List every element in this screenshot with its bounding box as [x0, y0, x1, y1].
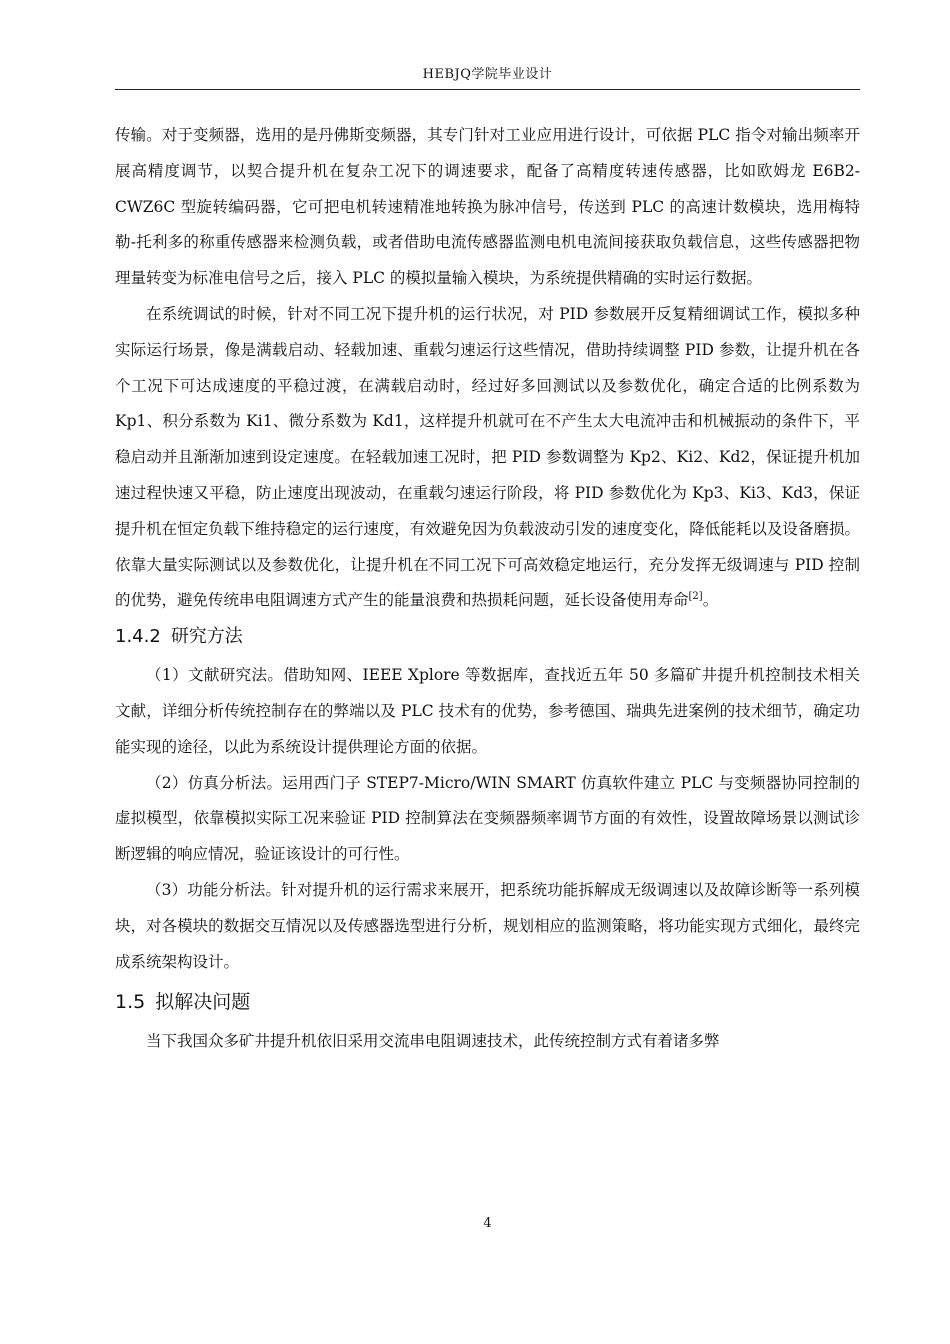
section-heading	[115, 619, 860, 658]
section-number: 1.4.2	[115, 626, 161, 648]
method-paragraph: （1）文献研究法。借助知网、IEEE Xplore 等数据库，查找近五年 50 多篇矿井提升机控制技术相关文献，详细分析传统控制存在的弊端以及 PLC 技术有的优势，参考德国、瑞典先进案例的技术细节，确定功能实现的途径，以此为系统设计提供理论方面的依据。	[115, 666, 860, 756]
section-title: 研究方法	[170, 626, 243, 648]
section-title: 拟解决问题	[155, 991, 251, 1014]
paragraph-end-punctuation: 。	[702, 591, 719, 610]
document-body	[115, 118, 860, 1060]
section-number: 1.5	[115, 991, 146, 1014]
body-paragraph: 当下我国众多矿井提升机依旧采用交流串电阻调速技术，此传统控制方式有着诸多弊	[146, 1032, 720, 1051]
method-paragraph: （2）仿真分析法。运用西门子 STEP7-Micro/WIN SMART 仿真软件建立 PLC 与变频器协同控制的虚拟模型，依靠模拟实际工况来验证 PID 控制算法在变频器频率调节方面的有效性，设置故障场景以测试诊断逻辑的响应情况，验证该设计的可行性。	[115, 773, 860, 864]
body-paragraph	[115, 297, 860, 619]
body-paragraph: 传输。对于变频器，选用的是丹佛斯变频器，其专门针对工业应用进行设计，可依据 PLC 指令对输出频率开展高精度调节，以契合提升机在复杂工况下的调速要求，配备了高精度转速传感器，比如欧姆龙 E6B2-CWZ6C 型旋转编码器，它可把电机转速精准地转换为脉冲信号，传送到 PLC 的高速计数模块，选用梅特勒-托利多的称重传感器来检测负载，或者借助电流传感器监测电机电流间接获取负载信息，这些传感器把物理量转变为标准电信号之后，接入 PLC 的模拟量输入模块，为系统提供精确的实时运行数据。	[115, 126, 860, 288]
paragraph-text: 在系统调试的时候，针对不同工况下提升机的运行状况，对 PID 参数展开反复精细调试工作，模拟多种实际运行场景，像是满载启动、轻载加速、重载匀速运行这些情况，借助持续调整 PID 参数，让提升机在各个工况下可达成速度的平稳过渡，在满载启动时，经过好多回测试以及参数优化，确定合适的比例系数为 Kp1、积分系数为 Ki1、微分系数为 Kd1，这样提升机就可在不产生太大电流冲击和机械振动的条件下，平稳启动并且渐渐加速到设定速度。在轻载加速工况时，把 PID 参数调整为 Kp2、Ki2、Kd2，保证提升机加速过程快速又平稳，防止速度出现波动，在重载匀速运行阶段，将 PID 参数优化为 Kp3、Ki3、Kd3，保证提升机在恒定负载下维持稳定的运行速度，有效避免因为负载波动引发的速度变化，降低能耗以及设备磨损。依靠大量实际测试以及参数优化，让提升机在不同工况下可高效稳定地运行，充分发挥无级调速与 PID 控制的优势，避免传统串电阻调速方式产生的能量浪费和热损耗问题，延长设备使用寿命	[115, 304, 860, 610]
citation-reference: [2]	[688, 591, 703, 603]
page-header: HEBJQ学院毕业设计	[422, 67, 553, 82]
method-paragraph: （3）功能分析法。针对提升机的运行需求来展开，把系统功能拆解成无级调速以及故障诊断等一系列模块，对各模块的数据交互情况以及传感器选型进行分析，规划相应的监测策略，将功能实现方式细化，最终完成系统架构设计。	[115, 880, 860, 971]
header-divider	[115, 89, 860, 90]
page-number: 4	[483, 1216, 492, 1231]
section-heading	[115, 980, 860, 1024]
